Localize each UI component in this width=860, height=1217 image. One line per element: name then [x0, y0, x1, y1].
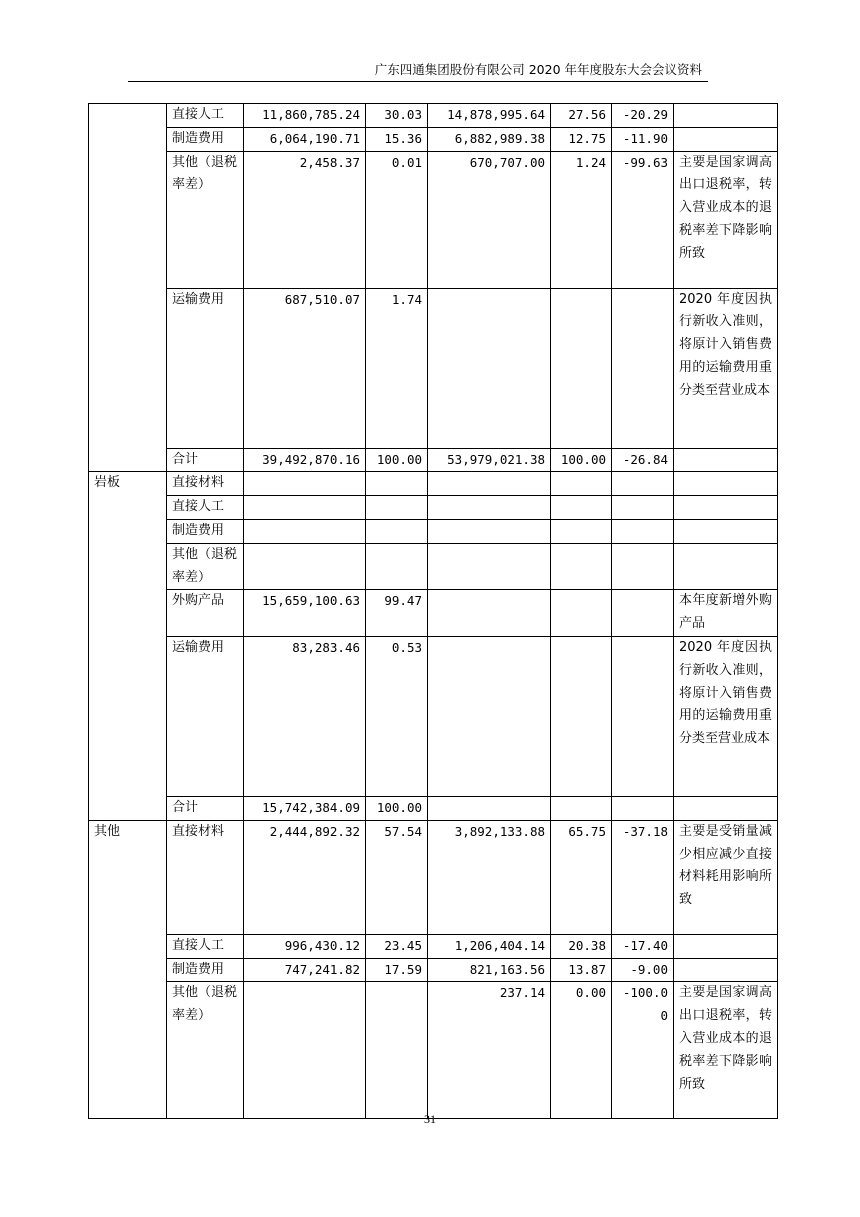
current-pct-cell: [366, 519, 428, 543]
note-cell: [674, 472, 778, 496]
current-amount-cell: 996,430.12: [244, 934, 366, 958]
prev-amount-cell: [428, 590, 551, 637]
current-amount-cell: 15,742,384.09: [244, 796, 366, 820]
product-cell: 岩板: [89, 472, 167, 820]
change-cell: -26.84: [612, 448, 674, 472]
item-cell: 制造费用: [167, 519, 244, 543]
table-row: [89, 496, 778, 520]
change-cell: [612, 796, 674, 820]
table-row: [89, 104, 778, 128]
note-cell: 主要是国家调高出口退税率，转入营业成本的退税率差下降影响所致: [674, 151, 778, 288]
change-cell: -99.63: [612, 151, 674, 288]
item-cell: 其他（退税率差）: [167, 151, 244, 288]
prev-pct-cell: [551, 636, 612, 796]
item-cell: 合计: [167, 448, 244, 472]
note-cell: [674, 958, 778, 982]
current-amount-cell: 83,283.46: [244, 636, 366, 796]
table-row: [89, 934, 778, 958]
prev-amount-cell: 1,206,404.14: [428, 934, 551, 958]
note-cell: [674, 104, 778, 128]
prev-amount-cell: [428, 519, 551, 543]
page-header: [128, 62, 708, 82]
prev-pct-cell: 1.24: [551, 151, 612, 288]
change-cell: -20.29: [612, 104, 674, 128]
change-cell: [612, 636, 674, 796]
current-pct-cell: [366, 472, 428, 496]
note-cell: 主要是受销量减少相应减少直接材料耗用影响所致: [674, 820, 778, 934]
prev-amount-cell: 237.14: [428, 982, 551, 1119]
change-cell: -11.90: [612, 127, 674, 151]
prev-amount-cell: [428, 496, 551, 520]
note-cell: [674, 796, 778, 820]
change-cell: [612, 496, 674, 520]
page-number: 31: [424, 1112, 436, 1126]
current-amount-cell: 6,064,190.71: [244, 127, 366, 151]
prev-amount-cell: [428, 288, 551, 448]
item-cell: 合计: [167, 796, 244, 820]
current-pct-cell: 23.45: [366, 934, 428, 958]
prev-amount-cell: [428, 796, 551, 820]
cost-structure-table: [88, 103, 778, 1119]
table-row: [89, 636, 778, 796]
table-row: [89, 472, 778, 496]
table-row: [89, 958, 778, 982]
note-cell: [674, 519, 778, 543]
current-pct-cell: 1.74: [366, 288, 428, 448]
prev-pct-cell: [551, 590, 612, 637]
change-cell: -100.00: [612, 982, 674, 1119]
prev-pct-cell: [551, 796, 612, 820]
current-pct-cell: 17.59: [366, 958, 428, 982]
current-amount-cell: 2,458.37: [244, 151, 366, 288]
item-cell: 其他（退税率差）: [167, 543, 244, 590]
table-row: [89, 820, 778, 934]
prev-amount-cell: 670,707.00: [428, 151, 551, 288]
header-title: 广东四通集团股份有限公司 2020 年年度股东大会会议资料: [374, 62, 702, 77]
current-amount-cell: 11,860,785.24: [244, 104, 366, 128]
item-cell: 直接材料: [167, 472, 244, 496]
current-amount-cell: [244, 519, 366, 543]
current-pct-cell: 99.47: [366, 590, 428, 637]
prev-amount-cell: [428, 472, 551, 496]
item-cell: 运输费用: [167, 288, 244, 448]
item-cell: 直接人工: [167, 496, 244, 520]
product-cell: [89, 104, 167, 472]
table-row: [89, 982, 778, 1119]
table-row: [89, 288, 778, 448]
change-cell: [612, 590, 674, 637]
item-cell: 直接人工: [167, 104, 244, 128]
change-cell: [612, 519, 674, 543]
current-amount-cell: 39,492,870.16: [244, 448, 366, 472]
prev-amount-cell: 3,892,133.88: [428, 820, 551, 934]
note-cell: [674, 448, 778, 472]
prev-pct-cell: 100.00: [551, 448, 612, 472]
table-row: [89, 590, 778, 637]
current-amount-cell: [244, 496, 366, 520]
change-cell: [612, 472, 674, 496]
current-pct-cell: 57.54: [366, 820, 428, 934]
current-pct-cell: 0.53: [366, 636, 428, 796]
table-row: [89, 127, 778, 151]
current-amount-cell: [244, 982, 366, 1119]
note-cell: [674, 934, 778, 958]
table-row: [89, 519, 778, 543]
prev-pct-cell: [551, 496, 612, 520]
item-cell: 制造费用: [167, 958, 244, 982]
table-row: [89, 796, 778, 820]
current-pct-cell: [366, 982, 428, 1119]
current-pct-cell: 15.36: [366, 127, 428, 151]
table-row: [89, 543, 778, 590]
prev-amount-cell: [428, 636, 551, 796]
current-amount-cell: [244, 472, 366, 496]
current-amount-cell: 2,444,892.32: [244, 820, 366, 934]
prev-pct-cell: [551, 472, 612, 496]
prev-pct-cell: 27.56: [551, 104, 612, 128]
current-pct-cell: [366, 496, 428, 520]
prev-amount-cell: [428, 543, 551, 590]
change-cell: -17.40: [612, 934, 674, 958]
change-cell: -9.00: [612, 958, 674, 982]
prev-amount-cell: 53,979,021.38: [428, 448, 551, 472]
current-amount-cell: 15,659,100.63: [244, 590, 366, 637]
prev-pct-cell: 20.38: [551, 934, 612, 958]
item-cell: 运输费用: [167, 636, 244, 796]
item-cell: 其他（退税率差）: [167, 982, 244, 1119]
current-pct-cell: 0.01: [366, 151, 428, 288]
note-cell: [674, 543, 778, 590]
item-cell: 制造费用: [167, 127, 244, 151]
current-amount-cell: 687,510.07: [244, 288, 366, 448]
note-cell: 本年度新增外购产品: [674, 590, 778, 637]
prev-pct-cell: 13.87: [551, 958, 612, 982]
current-amount-cell: 747,241.82: [244, 958, 366, 982]
note-cell: 主要是国家调高出口退税率，转入营业成本的退税率差下降影响所致: [674, 982, 778, 1119]
current-pct-cell: 30.03: [366, 104, 428, 128]
prev-pct-cell: 0.00: [551, 982, 612, 1119]
note-cell: 2020 年度因执行新收入准则，将原计入销售费用的运输费用重分类至营业成本: [674, 636, 778, 796]
table-row: [89, 448, 778, 472]
prev-amount-cell: 6,882,989.38: [428, 127, 551, 151]
prev-pct-cell: [551, 519, 612, 543]
prev-amount-cell: 14,878,995.64: [428, 104, 551, 128]
note-cell: [674, 127, 778, 151]
table-row: [89, 151, 778, 288]
item-cell: 直接材料: [167, 820, 244, 934]
prev-pct-cell: 65.75: [551, 820, 612, 934]
change-cell: [612, 543, 674, 590]
note-cell: [674, 496, 778, 520]
current-pct-cell: 100.00: [366, 796, 428, 820]
note-cell: 2020 年度因执行新收入准则，将原计入销售费用的运输费用重分类至营业成本: [674, 288, 778, 448]
prev-pct-cell: [551, 288, 612, 448]
change-cell: [612, 288, 674, 448]
current-amount-cell: [244, 543, 366, 590]
prev-pct-cell: 12.75: [551, 127, 612, 151]
change-cell: -37.18: [612, 820, 674, 934]
item-cell: 直接人工: [167, 934, 244, 958]
current-pct-cell: 100.00: [366, 448, 428, 472]
item-cell: 外购产品: [167, 590, 244, 637]
current-pct-cell: [366, 543, 428, 590]
product-cell: 其他: [89, 820, 167, 1119]
prev-pct-cell: [551, 543, 612, 590]
prev-amount-cell: 821,163.56: [428, 958, 551, 982]
